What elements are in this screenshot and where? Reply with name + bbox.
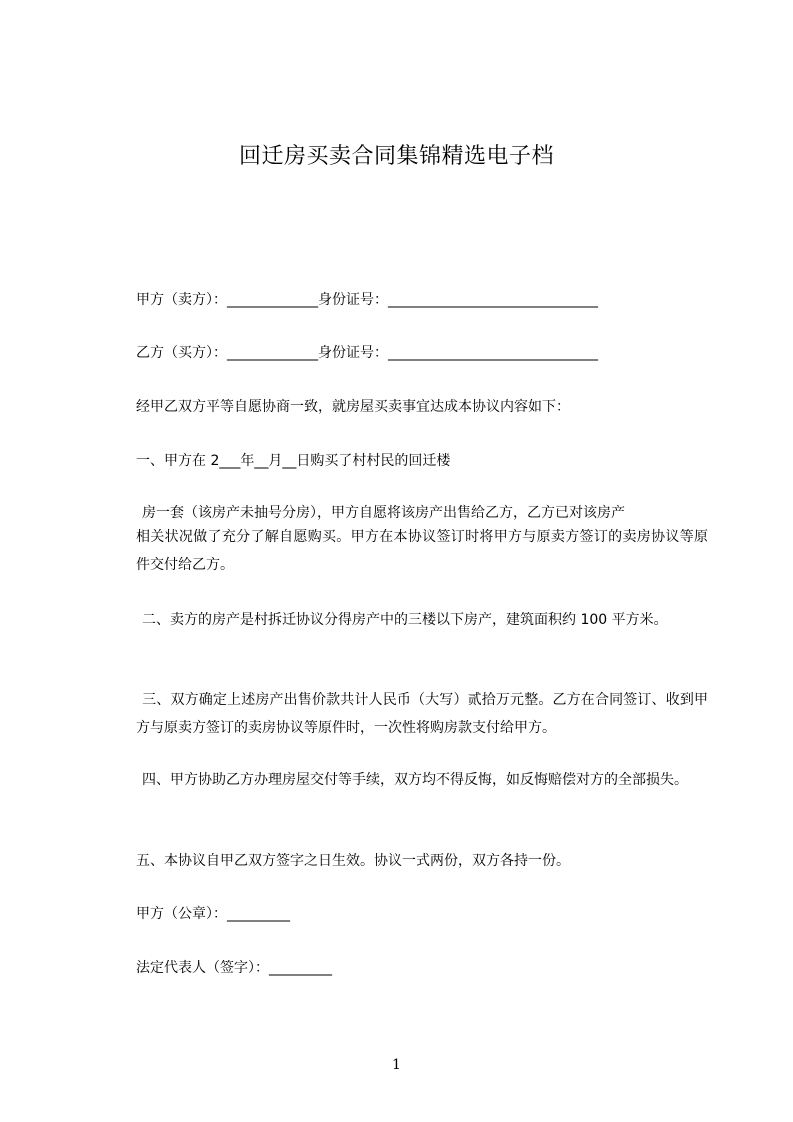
clause-3-text: 三、双方确定上述房产出售价款共计人民币（大写）贰拾万元整。乙方在合同签订、收到甲方与原卖方签订的卖房协议等原件时，一次性将购房款支付给甲方。 (136, 692, 708, 736)
clause-4-paragraph (136, 766, 708, 794)
party-b-line: 乙方（买方）：_____________身份证号：______________________________ (136, 345, 598, 361)
intro-paragraph: 经甲乙双方平等自愿协商一致，就房屋买卖事宜达成本协议内容如下： (136, 399, 570, 415)
clause-1-line-1: 房一套（该房产未抽号分房），甲方自愿将该房产出售给乙方，乙方已对该房产 (142, 505, 625, 521)
clause-4-text: 四、甲方协助乙方办理房屋交付等手续，双方均不得反悔，如反悔赔偿对方的全部损失。 (142, 772, 688, 788)
clause-2-paragraph (136, 606, 708, 634)
document-title: 回迁房买卖合同集锦精选电子档 (238, 144, 554, 169)
clause-1-heading: 一、甲方在 2___年__月__日购买了村村民的回迁楼 (136, 453, 451, 469)
page-number: 1 (392, 1057, 401, 1073)
party-a-line: 甲方（卖方）：_____________身份证号：______________________________ (136, 292, 598, 308)
clause-1-continuation: 相关状况做了充分了解自愿购买。甲方在本协议签订时将甲方与原卖方签订的卖房协议等原件交付给乙方。 (136, 529, 708, 573)
clause-2-text: 二、卖方的房产是村拆迁协议分得房产中的三楼以下房产，建筑面积约 100 平方米。 (142, 612, 668, 628)
party-a-seal-line: 甲方（公章）：_________ (136, 906, 290, 922)
clause-3-paragraph (136, 686, 708, 742)
legal-representative-line: 法定代表人（签字）：_________ (136, 960, 332, 976)
clause-5-paragraph: 五、本协议自甲乙双方签字之日生效。协议一式两份，双方各持一份。 (136, 853, 570, 869)
